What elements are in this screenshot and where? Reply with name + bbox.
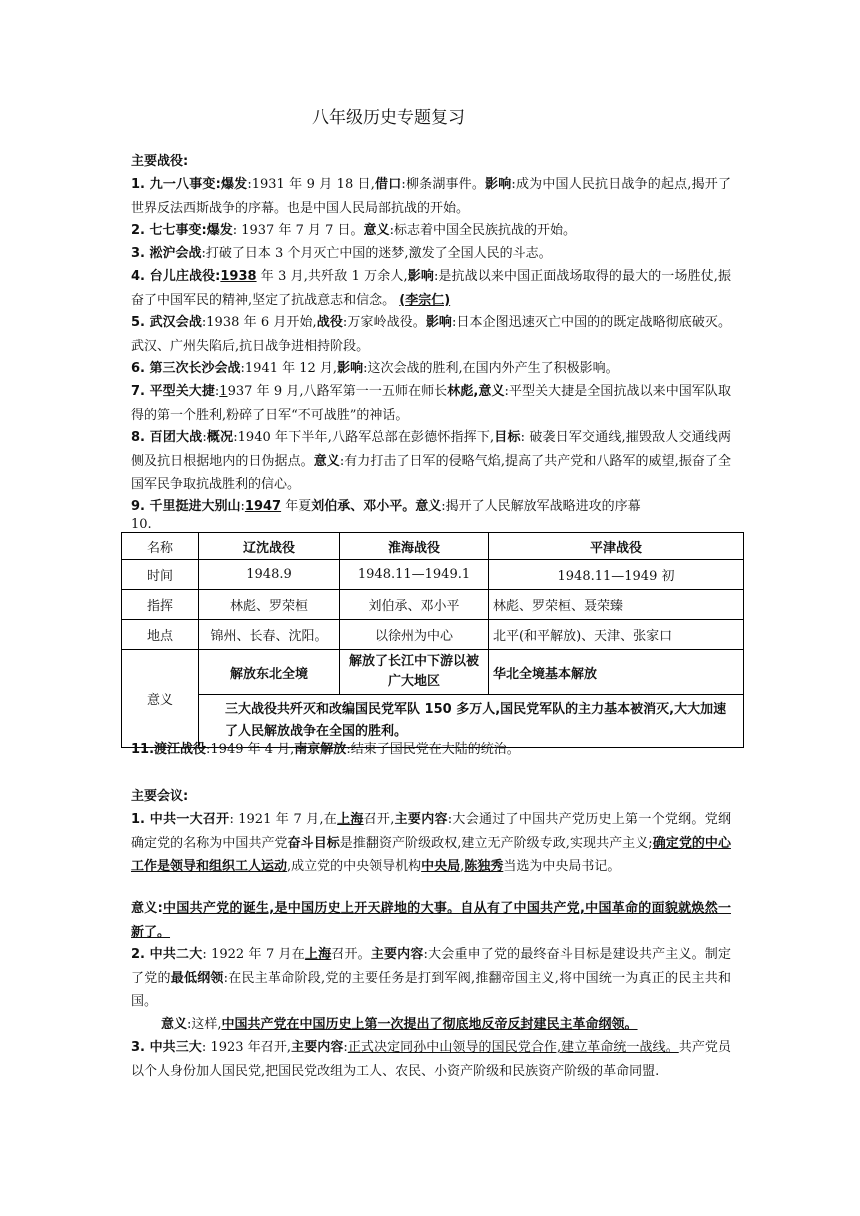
table-header: 平津战役: [489, 533, 744, 560]
table-header: 辽沈战役: [199, 533, 340, 560]
table-header-row: [122, 533, 744, 560]
list-item: 5. 武汉会战:1938 年 6 月开始,战役:万家岭战役。影响:日本企图迅速灭亡中国的的既定战略彻底破灭。武汉、广州失陷后,抗日战争进相持阶段。: [131, 315, 731, 354]
table-row: [122, 590, 744, 620]
list-item: 2. 中共二大: 1922 年 7 月在上海召开。主要内容:大会重申了党的最终奋斗目标是建设共产主义。制定了党的最低纲领:在民主革命阶段,党的主要任务是打到军阀,推翻帝国主义,将中国统一为真正的民主共和国。: [131, 947, 731, 1009]
table-cell: 锦州、长春、沈阳。: [199, 620, 340, 650]
table-cell: 1948.9: [199, 560, 340, 590]
table-cell: 以徐州为中心: [340, 620, 489, 650]
section-heading-battles: 主要战役:: [131, 154, 189, 169]
section-heading-meetings: 主要会议:: [131, 789, 189, 804]
table-cell: 刘伯承、邓小平: [340, 590, 489, 620]
table-cell: 1948.11—1949 初: [489, 560, 744, 590]
table-cell: 解放了长江中下游以被广大地区: [340, 650, 489, 695]
battles-table: [121, 532, 744, 748]
list-item: 1. 九一八事变:爆发:1931 年 9 月 18 日,借口:柳条湖事件。影响:成为中国人民抗日战争的起点,揭开了世界反法西斯战争的序幕。也是中国人民局部抗战的开始。: [131, 177, 731, 216]
list-item: 9. 千里挺进大别山:1947 年夏刘伯承、邓小平。意义:揭开了人民解放军战略进攻的序幕: [131, 499, 641, 514]
table-cell-summary: 三大战役共歼灭和改编国民党军队 150 多万人,国民党军队的主力基本被消灭,大大加速了人民解放战争在全国的胜利。: [199, 695, 744, 748]
table-cell: 林彪、罗荣桓: [199, 590, 340, 620]
table-cell: 1948.11—1949.1: [340, 560, 489, 590]
list-item: 6. 第三次长沙会战:1941 年 12 月,影响:这次会战的胜利,在国内外产生了积极影响。: [131, 361, 619, 376]
table-cell: 解放东北全境: [199, 650, 340, 695]
list-item: 意义:中国共产党的诞生,是中国历史上开天辟地的大事。自从有了中国共产党,中国革命的面貌就焕然一新了。: [131, 901, 731, 940]
page-title: 八年级历史专题复习: [312, 108, 465, 128]
list-item: 11.渡江战役:1949 年 4 月,南京解放:结束了国民党在大陆的统治。: [131, 742, 520, 757]
list-item: 8. 百团大战:概况:1940 年下半年,八路军总部在彭德怀指挥下,目标: 破袭日军交通线,摧毁敌人交通线两侧及抗日根据地内的日伪据点。意义:有力打击了日军的侵略气焰,提高了共产党和八路军的威望,振奋了全国军民争取抗战胜利的信心。: [131, 430, 731, 492]
table-header: 名称: [122, 533, 199, 560]
list-item: 2. 七七事变:爆发: 1937 年 7 月 7 日。意义:标志着中国全民族抗战的开始。: [131, 223, 576, 238]
table-cell: 地点: [122, 620, 199, 650]
table-row: [122, 650, 744, 695]
table-row: [122, 620, 744, 650]
list-item: 3. 淞沪会战:打破了日本 3 个月灭亡中国的迷梦,激发了全国人民的斗志。: [131, 246, 552, 261]
table-cell: 意义: [122, 650, 199, 748]
list-item: 1. 中共一大召开: 1921 年 7 月,在上海召开,主要内容:大会通过了中国共产党历史上第一个党纲。党纲确定党的名称为中国共产党奋斗目标是推翻资产阶级政权,建立无产阶级专政,实现共产主义;确定党的中心工作是领导和组织工人运动,成立党的中央领导机构中央局,陈独秀当选为中央局书记。: [131, 812, 731, 874]
list-item: 3. 中共三大: 1923 年召开,主要内容:正式决定同孙中山领导的国民党合作,建立革命统一战线。共产党员以个人身份加人国民党,把国民党改组为工人、农民、小资产阶级和民族资产阶级的革命同盟.: [131, 1040, 731, 1079]
list-item: 4. 台儿庄战役:1938 年 3 月,共歼敌 1 万余人,影响:是抗战以来中国正面战场取得的最大的一场胜仗,振奋了中国军民的精神,坚定了抗战意志和信念。 (李宗仁): [131, 269, 731, 308]
list-item: 意义:这样,中国共产党在中国历史上第一次提出了彻底地反帝反封建民主革命纲领。: [161, 1017, 638, 1032]
table-cell: 时间: [122, 560, 199, 590]
table-header: 淮海战役: [340, 533, 489, 560]
table-cell: 华北全境基本解放: [489, 650, 744, 695]
table-cell: 北平(和平解放)、天津、张家口: [489, 620, 744, 650]
table-cell: 指挥: [122, 590, 199, 620]
list-item: 7. 平型关大捷:1937 年 9 月,八路军第一一五师在师长林彪,意义:平型关大捷是全国抗战以来中国军队取得的第一个胜利,粉碎了日军“不可战胜”的神话。: [131, 384, 731, 423]
list-item: 10.: [131, 517, 152, 532]
table-row: [122, 560, 744, 590]
table-cell: 林彪、罗荣桓、聂荣臻: [489, 590, 744, 620]
